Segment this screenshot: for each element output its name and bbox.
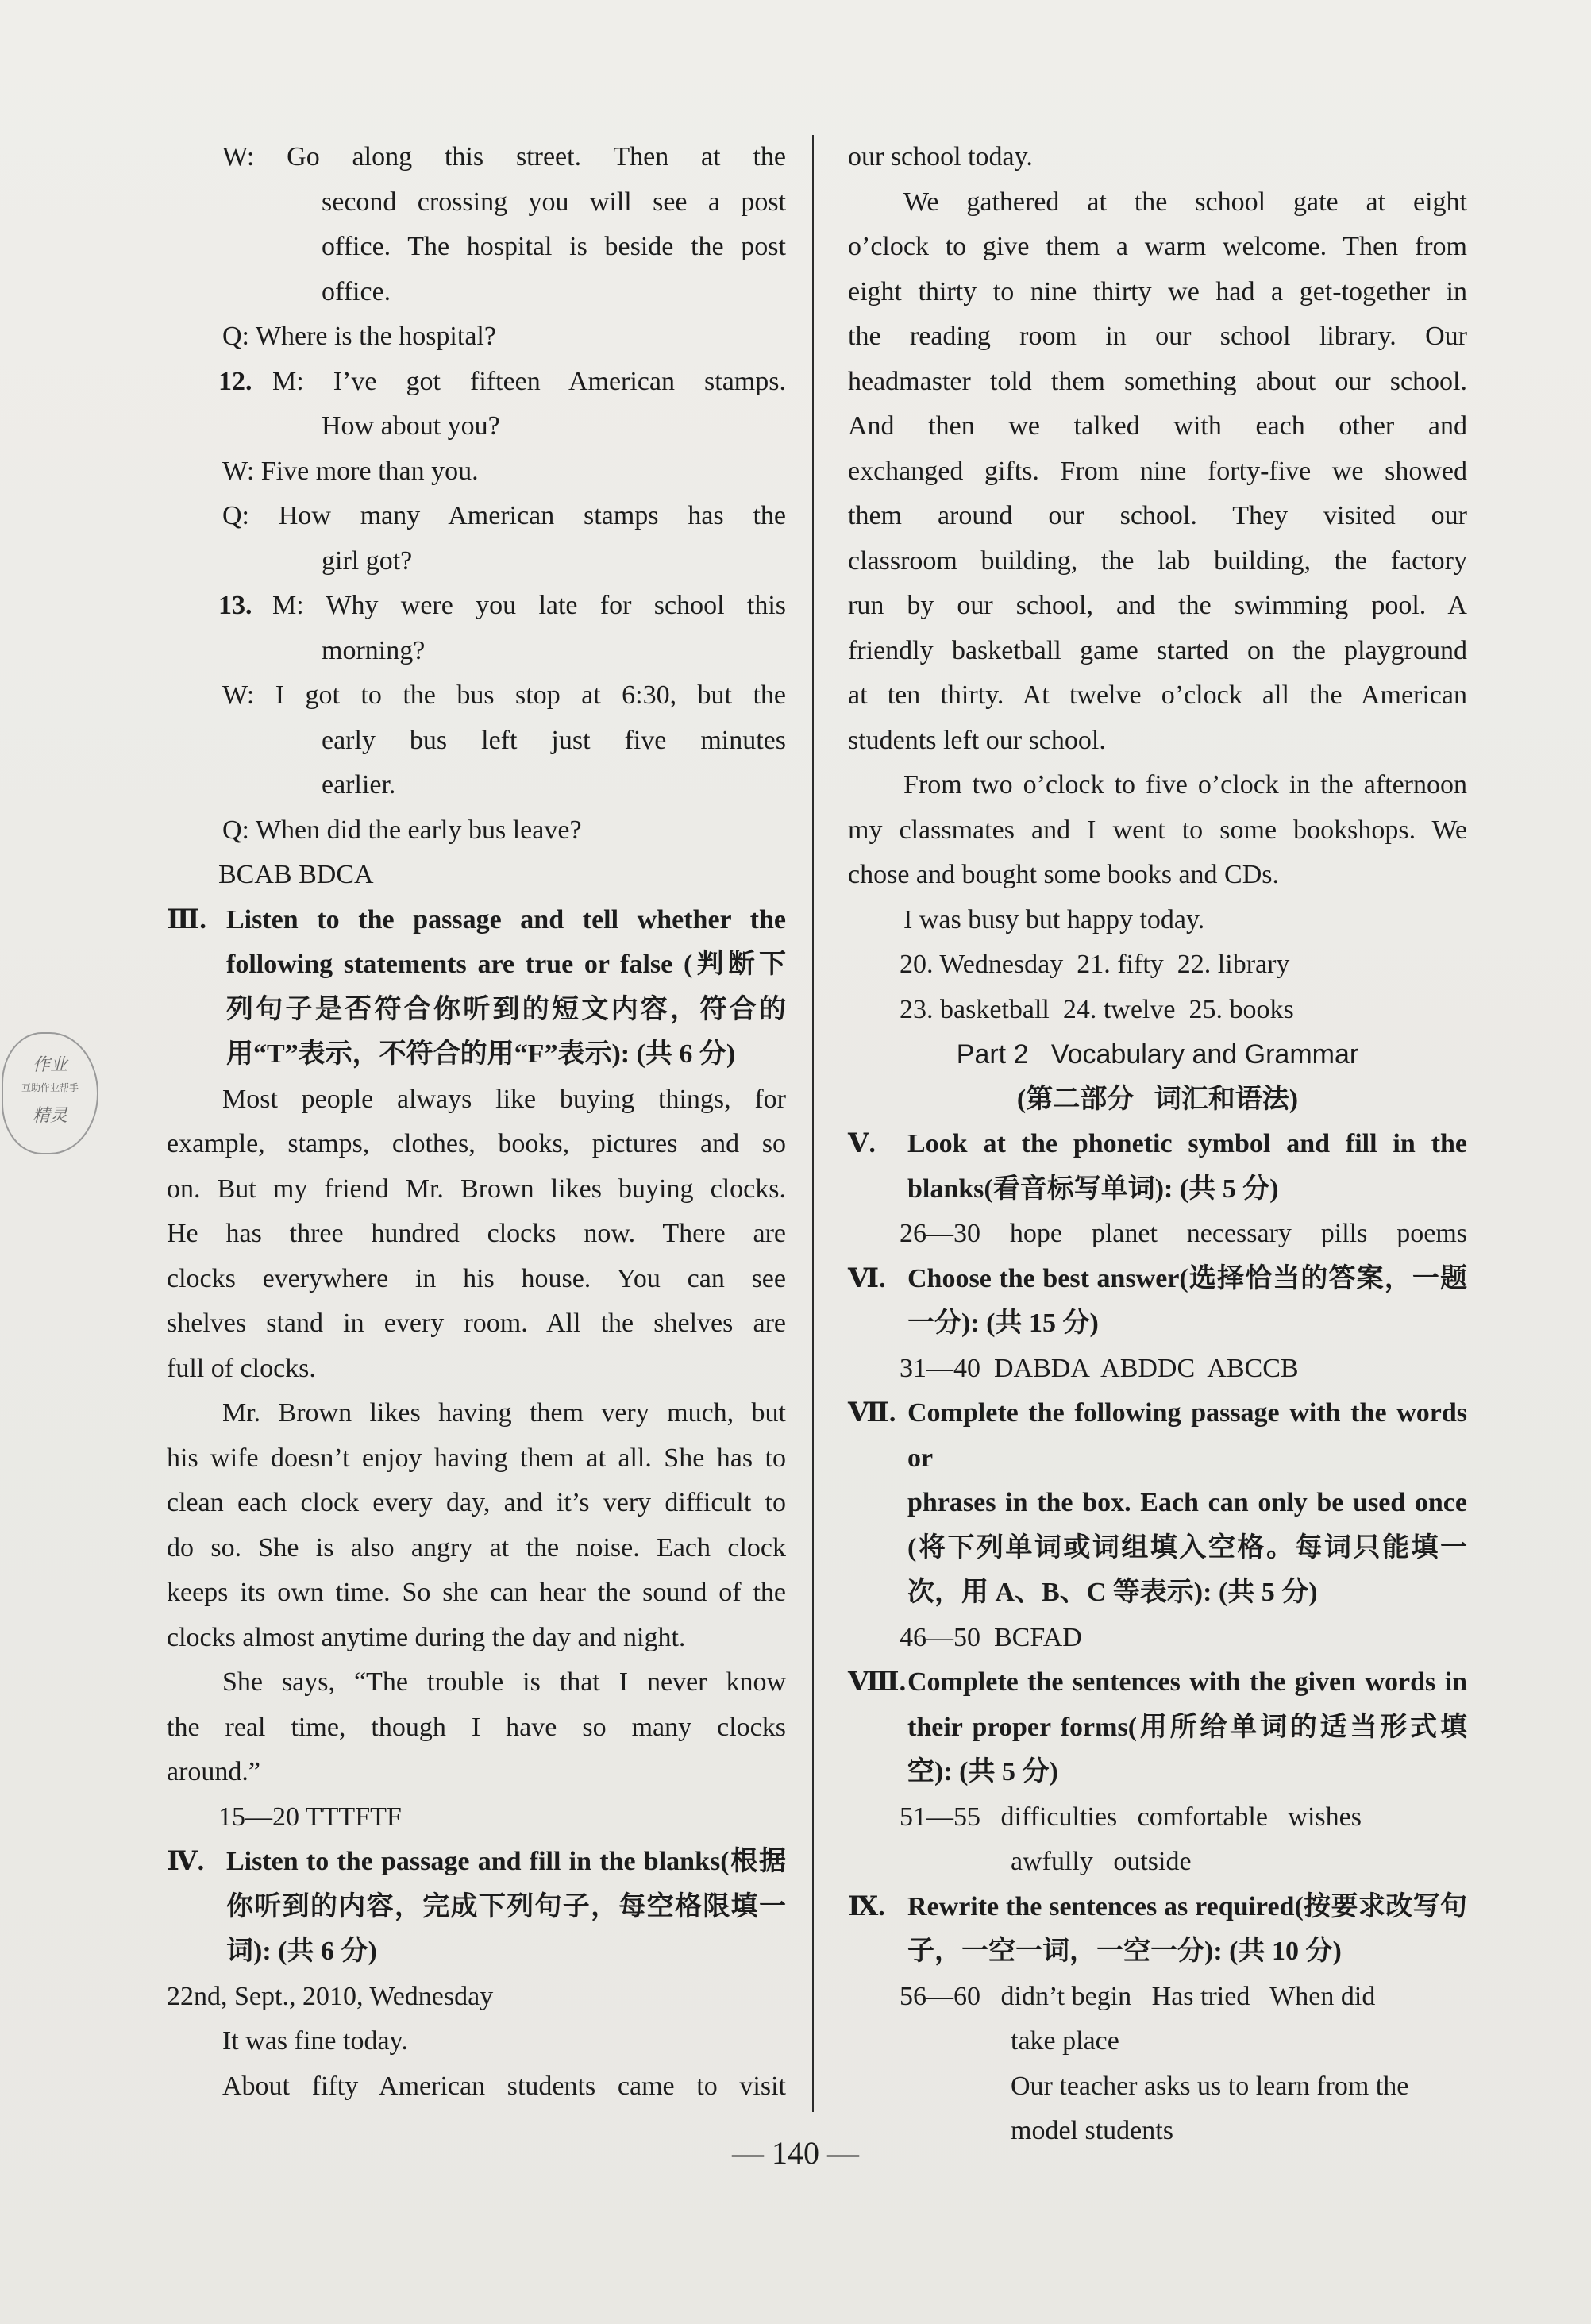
text-line: chose and bought some books and CDs. [848, 860, 1280, 889]
text-line: Mr. Brown likes having them very much, but [222, 1398, 786, 1428]
section-text: 你听到的内容，完成下列句子，每空格限填一 [226, 1891, 786, 1921]
section-6-heading [848, 1257, 1467, 1302]
stamp-logo [2, 1032, 98, 1154]
section-number: Ⅶ. [848, 1398, 896, 1428]
text-line: early bus left just five minutes [322, 725, 786, 755]
section-text: Listen to the passage and fill in the blanks(根据 [226, 1847, 786, 1876]
stamp-top-text: 作业 [32, 1054, 67, 1074]
text-line: do so. She is also angry at the noise. Each clock [167, 1532, 786, 1563]
text-line: friendly basketball game started on the playground [848, 635, 1467, 665]
answer-line: 56—60 didn’t begin Has tried When did [900, 1981, 1376, 2011]
text-line: the reading room in our school library. Our [848, 322, 1467, 351]
answer-line: Our teacher asks us to learn from the [1011, 2071, 1409, 2101]
answer-line: 26—30 hope planet necessary pills poems [900, 1219, 1467, 1248]
question-13 [167, 584, 786, 629]
section-text: 子，一空一词，一空一分): (共 10 分) [907, 1937, 1342, 1966]
text-line: my classmates and I went to some bookshops. We [848, 815, 1467, 845]
section-number: Ⅵ. [848, 1263, 886, 1293]
part-2-subtitle: (第二部分 词汇和语法) [1016, 1084, 1299, 1114]
text-line: W: Go along this street. Then at the [222, 142, 786, 172]
text-line: the real time, though I have so many clocks [167, 1712, 786, 1742]
answer-line: 23. basketball 24. twelve 25. books [900, 994, 1294, 1024]
text-line: M: Why were you late for school this [272, 591, 786, 620]
section-text: phrases in the box. Each can only be used once [907, 1488, 1467, 1517]
section-text: 词): (共 6 分) [226, 1937, 377, 1966]
diary-date: 22nd, Sept., 2010, Wednesday [167, 1981, 494, 2011]
text-line: clocks everywhere in his house. You can see [167, 1263, 786, 1293]
text-line: full of clocks. [167, 1353, 316, 1383]
text-line: shelves stand in every room. All the shelves are [167, 1308, 786, 1338]
text-line: exchanged gifts. From nine forty-five we showed [848, 456, 1467, 486]
section-number: Ⅳ. [167, 1847, 205, 1876]
section-number: Ⅴ. [848, 1129, 876, 1158]
text-line: clean each clock every day, and it’s very difficult to [167, 1488, 786, 1517]
section-5-heading [848, 1122, 1467, 1167]
text-line: He has three hundred clocks now. There are [167, 1219, 786, 1248]
section-number: Ⅲ. [167, 904, 206, 935]
text-line: W: I got to the bus stop at 6:30, but the [222, 680, 786, 710]
text-line: second crossing you will see a post [322, 187, 786, 217]
section-3-heading [167, 898, 786, 943]
page-number: — 140 — [732, 2135, 859, 2171]
section-text: following statements are true or false (判断下 [226, 950, 786, 979]
section-text: Complete the following passage with the words or [907, 1398, 1467, 1473]
answer-line: model students [1011, 2116, 1173, 2145]
right-column [848, 135, 1467, 2154]
answer-line: BCAB BDCA [218, 860, 374, 889]
text-line: our school today. [848, 142, 1033, 172]
section-4-heading [167, 1840, 786, 1885]
text-line: girl got? [322, 545, 413, 576]
section-text: Choose the best answer(选择恰当的答案，一题 [907, 1263, 1467, 1293]
text-line: around.” [167, 1757, 261, 1786]
question-12 [167, 360, 786, 405]
answer-line: 20. Wednesday 21. fifty 22. library [900, 950, 1290, 979]
answer-line: 46—50 BCFAD [900, 1622, 1082, 1652]
section-number: Ⅸ. [848, 1891, 885, 1921]
answer-line: 51—55 difficulties comfortable wishes [900, 1802, 1362, 1832]
part-2-title: Part 2 Vocabulary and Grammar [956, 1039, 1359, 1070]
left-column [167, 135, 786, 2109]
text-line: headmaster told them something about our school. [848, 366, 1467, 396]
section-text: Listen to the passage and tell whether the [226, 904, 786, 935]
text-line: eight thirty to nine thirty we had a get-together in [848, 276, 1467, 306]
text-line: It was fine today. [222, 2026, 408, 2056]
text-line: We gathered at the school gate at eight [903, 187, 1467, 217]
section-text: blanks(看音标写单词): (共 5 分) [907, 1174, 1279, 1204]
text-line: And then we talked with each other and [848, 411, 1467, 441]
section-text: Look at the phonetic symbol and fill in the [907, 1129, 1467, 1158]
text-line: From two o’clock to five o’clock in the afternoon [903, 770, 1467, 800]
section-text: 用“T”表示，不符合的用“F”表示): (共 6 分) [226, 1039, 736, 1069]
question-number: 13. [218, 591, 252, 620]
stamp-bottom-text: 精灵 [32, 1105, 67, 1125]
text-line: on. But my friend Mr. Brown likes buying clocks. [167, 1174, 786, 1204]
text-line: example, stamps, clothes, books, pictures and so [167, 1129, 786, 1158]
answer-line: awfully outside [1011, 1847, 1192, 1876]
text-line: run by our school, and the swimming pool. A [848, 591, 1467, 620]
text-line: clocks almost anytime during the day and night. [167, 1622, 686, 1652]
text-line: office. The hospital is beside the post [322, 232, 786, 261]
text-line: students left our school. [848, 725, 1106, 755]
text-line: office. [322, 276, 391, 306]
text-line: morning? [322, 635, 426, 665]
text-line: About fifty American students came to visit [222, 2071, 786, 2101]
section-7-heading [848, 1391, 1467, 1481]
section-number: Ⅷ. [848, 1667, 907, 1697]
text-line: his wife doesn’t enjoy having them at all. She has to [167, 1443, 786, 1473]
stamp-small-text: 互助作业帮手 [21, 1082, 79, 1093]
answer-line: 15—20 TTTFTF [218, 1802, 402, 1832]
text-line: at ten thirty. At twelve o’clock all the American [848, 680, 1467, 710]
text-line: Most people always like buying things, for [222, 1084, 786, 1114]
section-text: 次，用 A、B、C 等表示): (共 5 分) [907, 1578, 1318, 1607]
section-text: 列句子是否符合你听到的短文内容，符合的 [226, 994, 786, 1024]
text-line: I was busy but happy today. [903, 904, 1205, 935]
section-text: (将下列单词或词组填入空格。每词只能填一 [907, 1532, 1467, 1563]
answer-line: 31—40 DABDA ABDDC ABCCB [900, 1353, 1299, 1383]
text-line: Q: When did the early bus leave? [222, 815, 582, 845]
text-line: How about you? [322, 411, 500, 441]
answer-line: take place [1011, 2026, 1119, 2056]
section-9-heading [848, 1885, 1467, 1930]
section-text: their proper forms(用所给单词的适当形式填 [907, 1712, 1467, 1742]
section-text: 一分): (共 15 分) [907, 1308, 1099, 1338]
question-number: 12. [218, 366, 252, 396]
text-line: She says, “The trouble is that I never know [222, 1667, 786, 1697]
column-divider [812, 135, 814, 2112]
text-line: M: I’ve got fifteen American stamps. [272, 366, 786, 396]
section-text: Complete the sentences with the given words in [907, 1667, 1467, 1697]
section-8-heading [848, 1660, 1467, 1705]
text-line: them around our school. They visited our [848, 501, 1467, 530]
text-line: W: Five more than you. [222, 456, 479, 486]
text-line: earlier. [322, 770, 396, 800]
section-text: 空): (共 5 分) [907, 1757, 1058, 1786]
text-line: Q: How many American stamps has the [222, 501, 786, 530]
text-line: o’clock to give them a warm welcome. Then from [848, 232, 1467, 261]
section-text: Rewrite the sentences as required(按要求改写句 [907, 1891, 1467, 1921]
text-line: classroom building, the lab building, the factory [848, 545, 1467, 576]
text-line: Q: Where is the hospital? [222, 322, 496, 351]
text-line: keeps its own time. So she can hear the sound of the [167, 1578, 786, 1607]
